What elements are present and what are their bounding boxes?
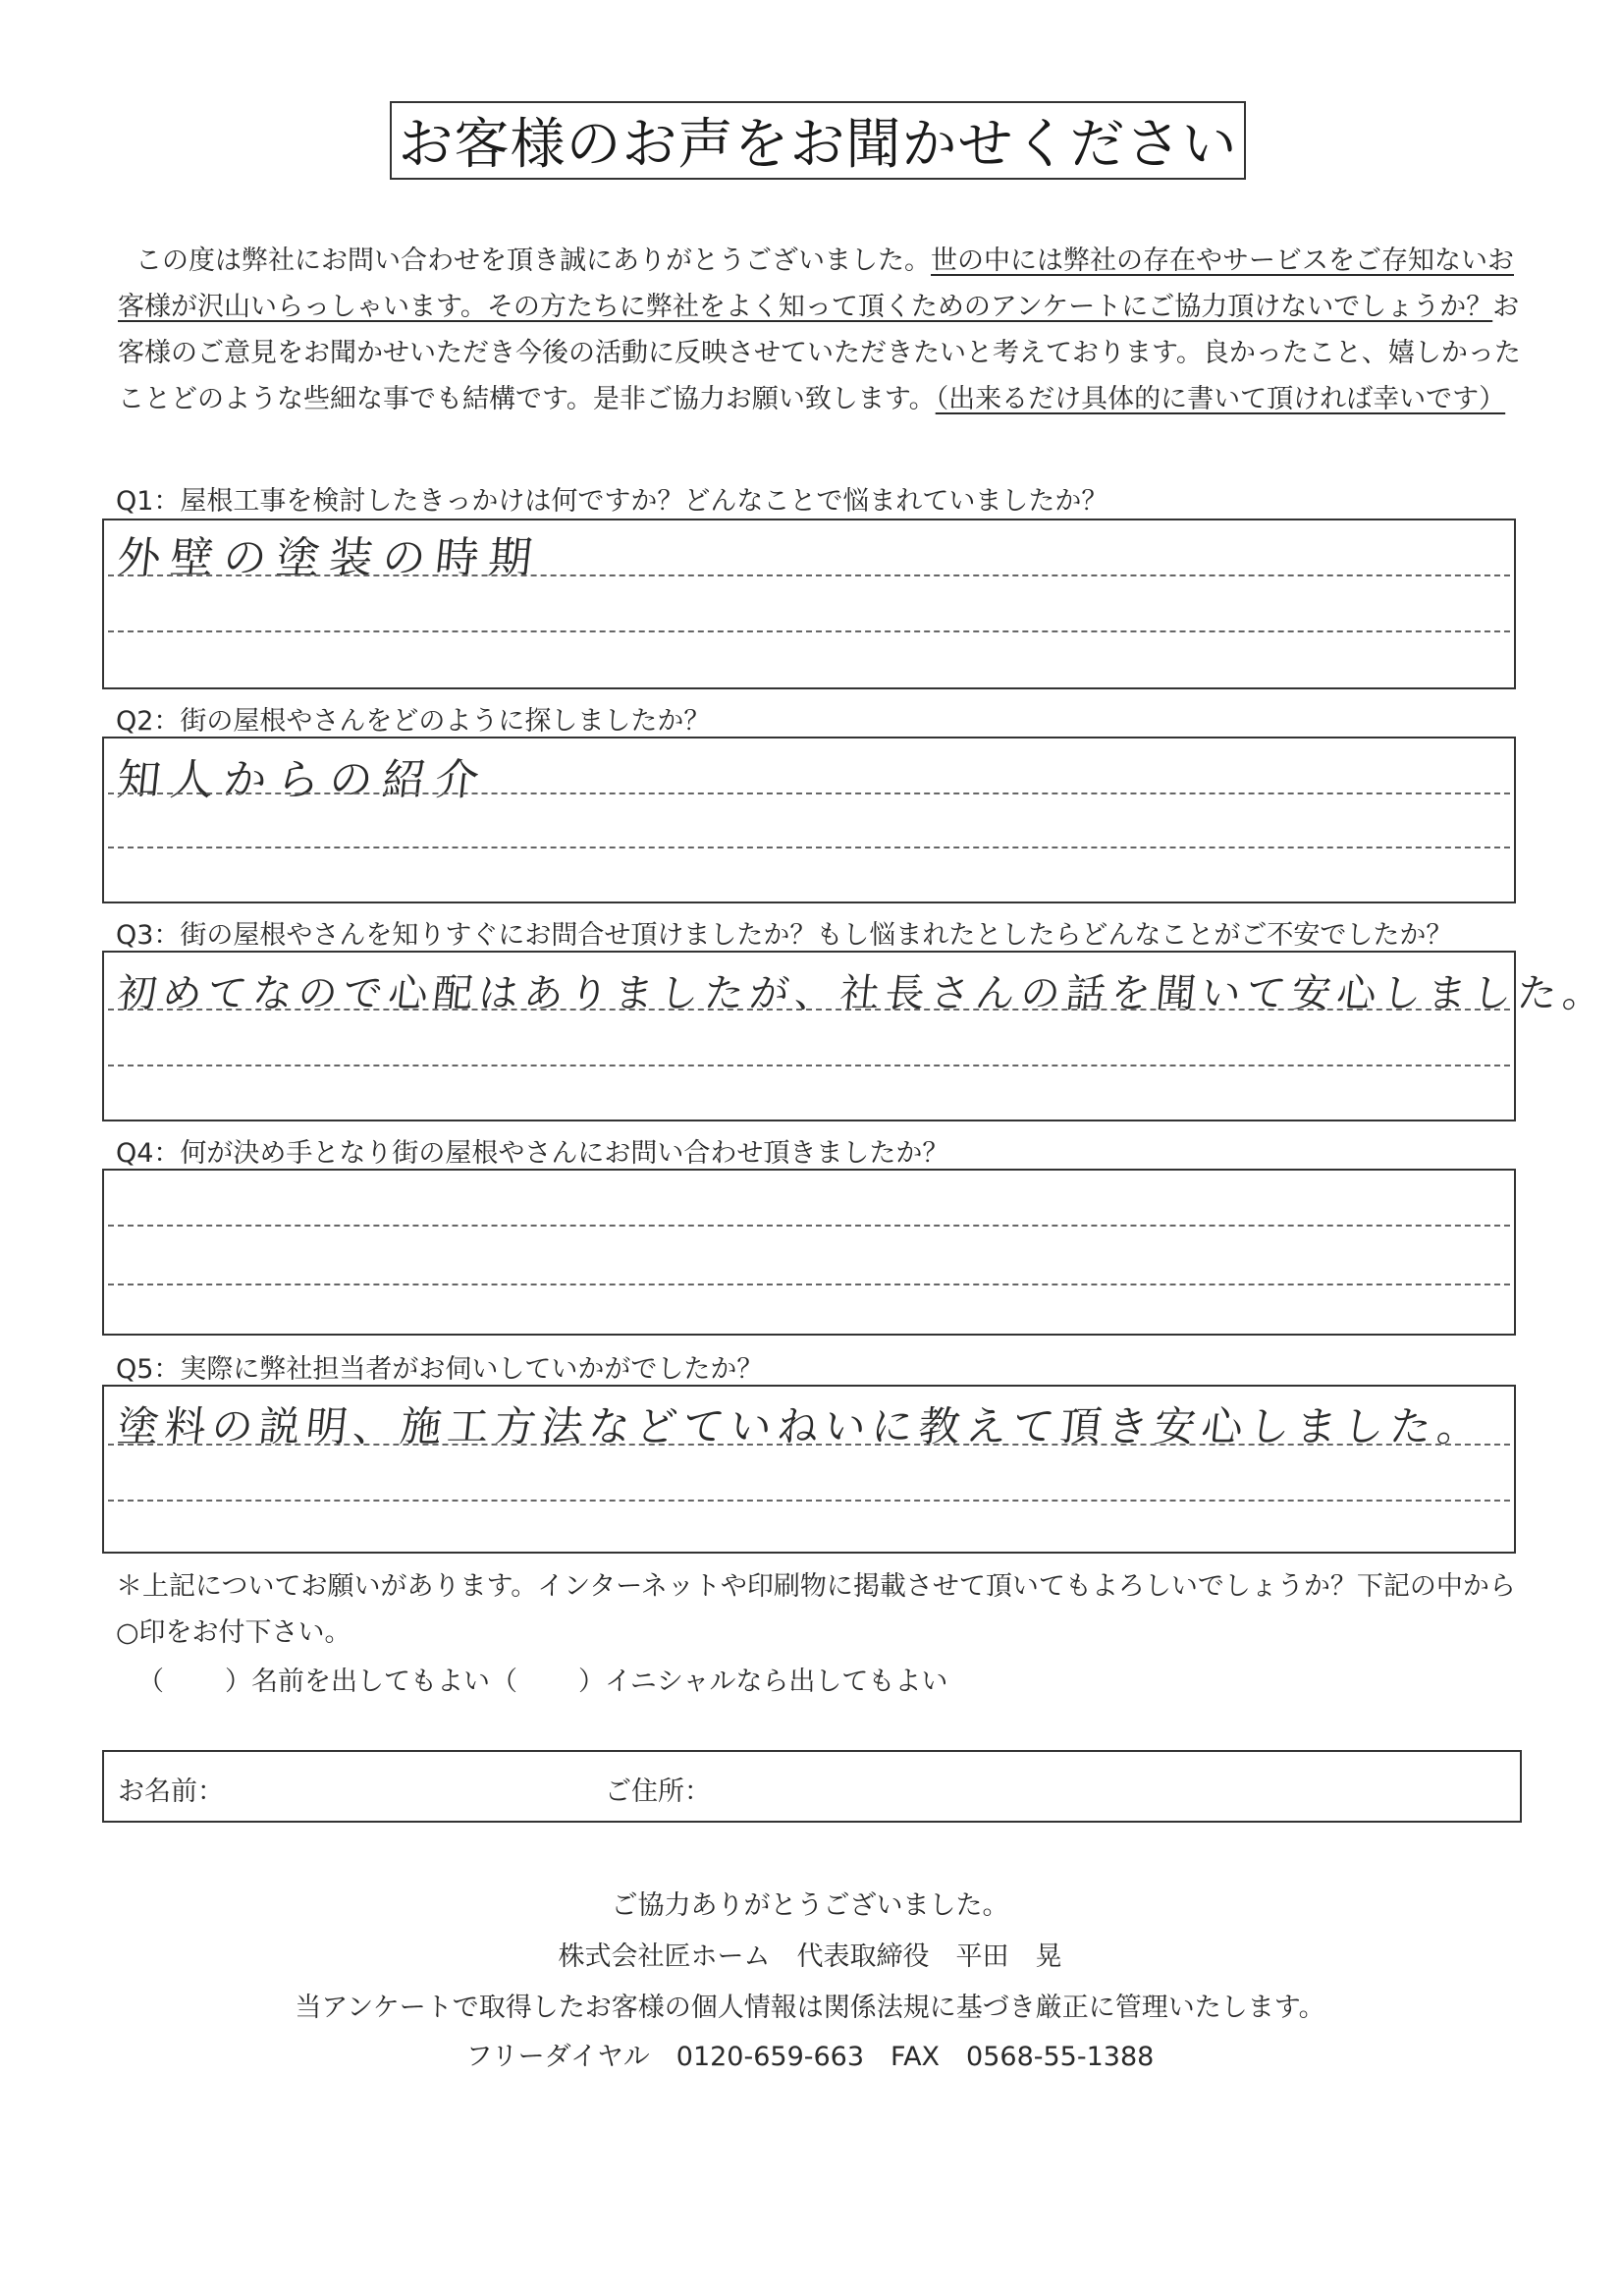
checkbox-paren-close: ） xyxy=(225,1667,251,1697)
answer-text-q5: 塗料の説明、施工方法などていねいに教えて頂き安心しました。 xyxy=(115,1402,1487,1450)
dashed-line xyxy=(108,1284,1510,1285)
dashed-line xyxy=(108,847,1510,848)
footer-privacy: 当アンケートで取得したお客様の個人情報は関係法規に基づき厳正に管理いたします。 xyxy=(295,1993,1325,2023)
checkbox-paren-open: （ xyxy=(137,1667,164,1697)
answer-box-q4[interactable] xyxy=(102,1169,1516,1336)
option-initial-ok[interactable] xyxy=(491,1660,947,1698)
answer-text-q3: 初めてなので心配はありましたが、社長さんの話を聞いて安心しました。 xyxy=(115,971,1611,1016)
question-label-q4: Q4：何が決め手となり街の屋根やさんにお問い合わせ頂きましたか？ xyxy=(116,1138,949,1169)
question-label-q1: Q1：屋根工事を検討したきっかけは何ですか？どんなことで悩まれていましたか？ xyxy=(116,486,1108,517)
dashed-line xyxy=(108,1444,1510,1446)
answer-text-q2: 知人からの紹介 xyxy=(114,755,492,805)
intro-part1: この度は弊社にお問い合わせを頂き誠にありがとうございました。 xyxy=(135,246,931,276)
dashed-line xyxy=(108,1009,1510,1011)
answer-box-q3[interactable] xyxy=(102,951,1611,1121)
answer-text-q1: 外壁の塗装の時期 xyxy=(114,533,545,583)
answer-box-q2[interactable] xyxy=(102,737,1516,903)
question-label-q2: Q2：街の屋根やさんをどのように探しましたか？ xyxy=(116,706,711,737)
intro-part4: （出来るだけ具体的に書いて頂ければ幸いです） xyxy=(935,384,1506,414)
option-name-ok-label: 名前を出してもよい xyxy=(251,1667,490,1697)
footer-company: 株式会社匠ホーム 代表取締役 平田 晃 xyxy=(558,1941,1062,1972)
answer-box-q1[interactable] xyxy=(102,519,1516,689)
dashed-line xyxy=(108,574,1510,576)
checkbox-paren-open: （ xyxy=(491,1667,517,1697)
survey-title: お客様のお声をお聞かせください xyxy=(398,113,1238,177)
footer-contact: フリーダイヤル 0120-659-663 FAX 0568-55-1388 xyxy=(465,2042,1155,2072)
dashed-line xyxy=(108,630,1510,632)
dashed-line xyxy=(108,1065,1510,1066)
intro-part2: 世の中には弊社の存在やサービスをご存知ないお客様が沢山いらっしゃいます。その方たちに弊社をよく知って頂くためのアンケートにご協力頂けないでしょうか？ xyxy=(118,246,1514,322)
title-box xyxy=(390,101,1246,180)
publication-notice: ＊上記についてお願いがあります。インターネットや印刷物に掲載させて頂いてもよろしいでしょうか？下記の中から○印をお付下さい。 xyxy=(116,1571,1516,1648)
option-initial-ok-label: イニシャルなら出してもよい xyxy=(605,1667,948,1697)
intro-part3: お客様のご意見をお聞かせいただき今後の活動に反映させていただきたいと考えております。良かったこと、嬉しかったことどのような些細な事でも結構です。是非ご協力お願い致します。 xyxy=(118,292,1521,414)
intro-paragraph xyxy=(118,238,1532,422)
footer-thanks: ご協力ありがとうございました。 xyxy=(611,1890,1009,1921)
dashed-line xyxy=(108,1500,1510,1502)
name-field-label: お名前： xyxy=(118,1777,224,1807)
address-field-label: ご住所： xyxy=(605,1777,711,1807)
dashed-line xyxy=(108,1225,1510,1227)
option-name-ok[interactable] xyxy=(137,1660,490,1698)
question-label-q3: Q3：街の屋根やさんを知りすぐにお問合せ頂けましたか？もし悩まれたとしたらどんなことがご不安でしたか？ xyxy=(116,920,1453,951)
checkbox-paren-close: ） xyxy=(578,1667,605,1697)
contact-form-box xyxy=(102,1750,1522,1823)
answer-box-q5[interactable] xyxy=(102,1385,1516,1554)
question-label-q5: Q5：実際に弊社担当者がお伺いしていかがでしたか？ xyxy=(116,1354,764,1385)
dashed-line xyxy=(108,793,1510,794)
